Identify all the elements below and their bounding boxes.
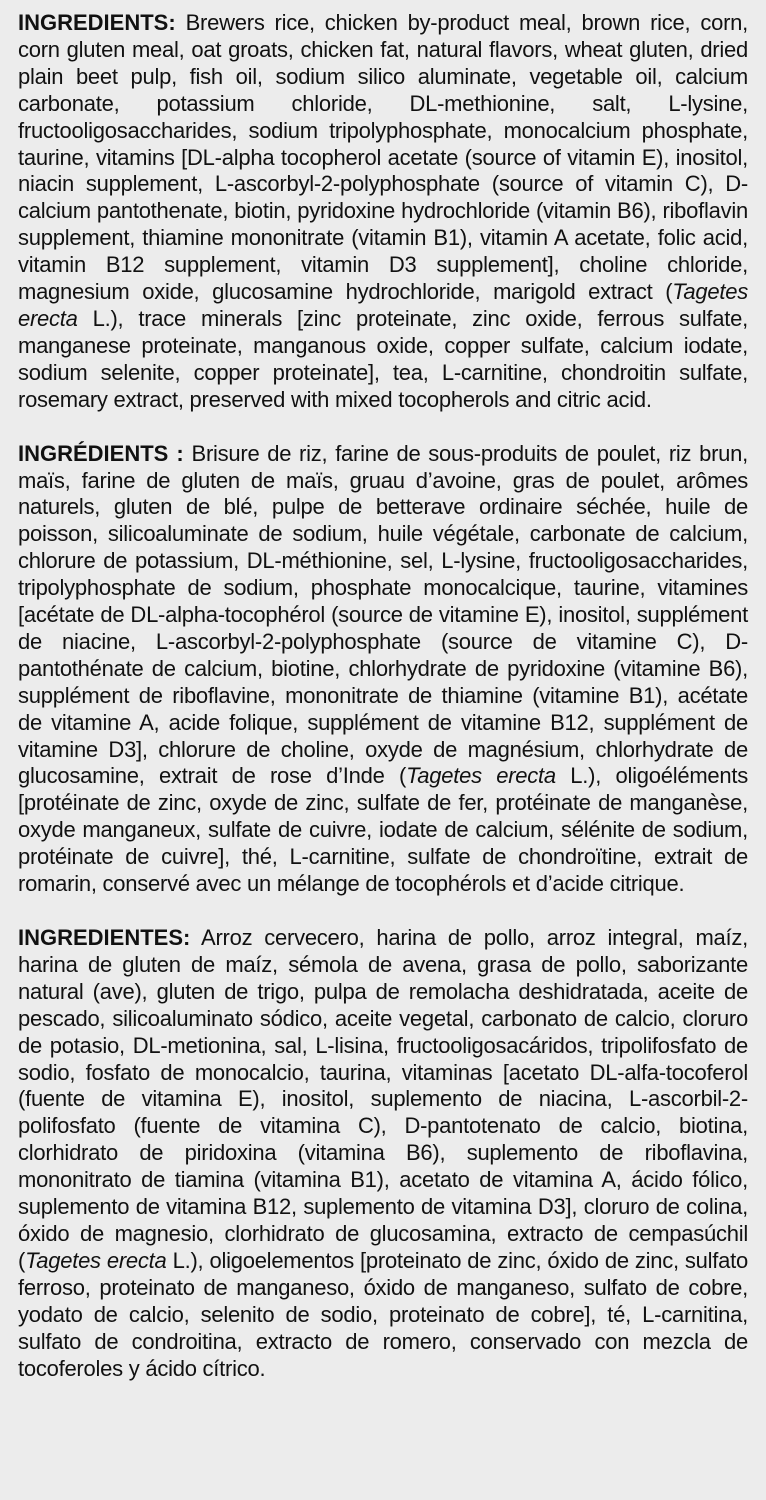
ingredients-french: [18, 441, 748, 898]
species-name-french: Tagetes erecta: [406, 763, 556, 789]
ingredients-text-english-part2: L.), trace minerals [zinc proteinate, zinc oxide, ferrous sulfate, manganese proteinate, manganous oxide, copper sulfate, calcium iodate, sodium selenite, copper proteinate], tea, L-carnitine, chondroitin sulfate, rosemary extract, preserved with mixed tocopherols and citric acid.: [18, 305, 748, 412]
ingredients-text-french-part1: Brisure de riz, farine de sous-produits de poulet, riz brun, maïs, farine de gluten de maïs, gruau d’avoine, gras de poulet, arômes naturels, gluten de blé, pulpe de betterave ordinaire séchée, huile de poisson, silicoaluminate de sodium, huile végétale, carbonate de calcium, chlorure de potassium, DL-méthionine, sel, L-lysine, fructooligosaccharides, tripolyphosphate de sodium, phosphate monocalcique, taurine, vitamines [acétate de DL-alpha-tocophérol (source de vitamine E), inositol, supplément de niacine, L-ascorbyl-2-polyphosphate (source de vitamine C), D-pantothénate de calcium, biotine, chlorhydrate de pyridoxine (vitamine B6), supplément de riboflavine, mononitrate de thiamine (vitamine B1), acétate de vitamine A, acide folique, supplément de vitamine B12, supplément de vitamine D3], chlorure de choline, oxyde de magnésium, chlorhydrate de glucosamine, extrait de rose d’Inde (: [18, 440, 748, 789]
ingredients-heading-spanish: INGREDIENTES:: [18, 925, 191, 950]
ingredients-text-english-part1: Brewers rice, chicken by-product meal, brown rice, corn, corn gluten meal, oat groats, chicken fat, natural flavors, wheat gluten, dried plain beet pulp, fish oil, sodium silico aluminate, vegetable oil, calcium carbonate, potassium chloride, DL-methionine, salt, L-lysine, fructooligosaccharides, sodium tripolyphosphate, monocalcium phosphate, taurine, vitamins [DL-alpha tocopherol acetate (source of vitamin E), inositol, niacin supplement, L-ascorbyl-2-polyphosphate (source of vitamin C), D-calcium pantothenate, biotin, pyridoxine hydrochloride (vitamin B6), riboflavin supplement, thiamine mononitrate (vitamin B1), vitamin A acetate, folic acid, vitamin B12 supplement, vitamin D3 supplement], choline chloride, magnesium oxide, glucosamine hydrochloride, marigold extract (: [18, 10, 748, 305]
ingredients-text-spanish-part1: Arroz cervecero, harina de pollo, arroz integral, maíz, harina de gluten de maíz, sémola de avena, grasa de pollo, saborizante natural (ave), gluten de trigo, pulpa de remolacha deshidratada, aceite de pescado, silicoaluminato sódico, aceite vegetal, carbonato de calcio, cloruro de potasio, DL-metionina, sal, L-lisina, fructooligosacáridos, tripolifosfato de sodio, fosfato de monocalcio, taurina, vitaminas [acetato DL-alfa-tocoferol (fuente de vitamina E), inositol, suplemento de niacina, L-ascorbil-2-polifosfato (fuente de vitamina C), D-pantotenato de calcio, biotina, clorhidrato de piridoxina (vitamina B6), suplemento de riboflavina, mononitrato de tiamina (vitamina B1), acetato de vitamina A, ácido fólico, suplemento de vitamina B12, suplemento de vitamina D3], cloruro de colina, óxido de magnesio, clorhidrato de glucosamina, extracto de cempasúchil (: [18, 925, 748, 1273]
ingredients-heading-english: INGREDIENTS:: [18, 10, 176, 35]
ingredients-spanish: [18, 925, 748, 1382]
ingredients-text-spanish-part2: L.), oligoelementos [proteinato de zinc, óxido de zinc, sulfato ferroso, proteinato de manganeso, óxido de manganeso, sulfato de cobre, yodato de calcio, selenito de sodio, proteinato de cobre], té, L-carnitina, sulfato de condroitina, extracto de romero, conservado con mezcla de tocoferoles y ácido cítrico.: [18, 1247, 748, 1381]
species-name-spanish: Tagetes erecta: [25, 1247, 167, 1273]
species-name-english: Tagetes erecta: [18, 279, 748, 331]
ingredients-text-french-part2: L.), oligoéléments [protéinate de zinc, oxyde de zinc, sulfate de fer, protéinate de manganèse, oxyde manganeux, sulfate de cuivre, iodate de calcium, sélénite de sodium, protéinate de cuivre], thé, L-carnitine, sulfate de chondroïtine, extrait de romarin, conservé avec un mélange de tocophérols et d’acide citrique.: [18, 763, 748, 897]
ingredients-heading-french: INGRÉDIENTS :: [18, 440, 184, 466]
ingredients-english: [18, 10, 748, 414]
